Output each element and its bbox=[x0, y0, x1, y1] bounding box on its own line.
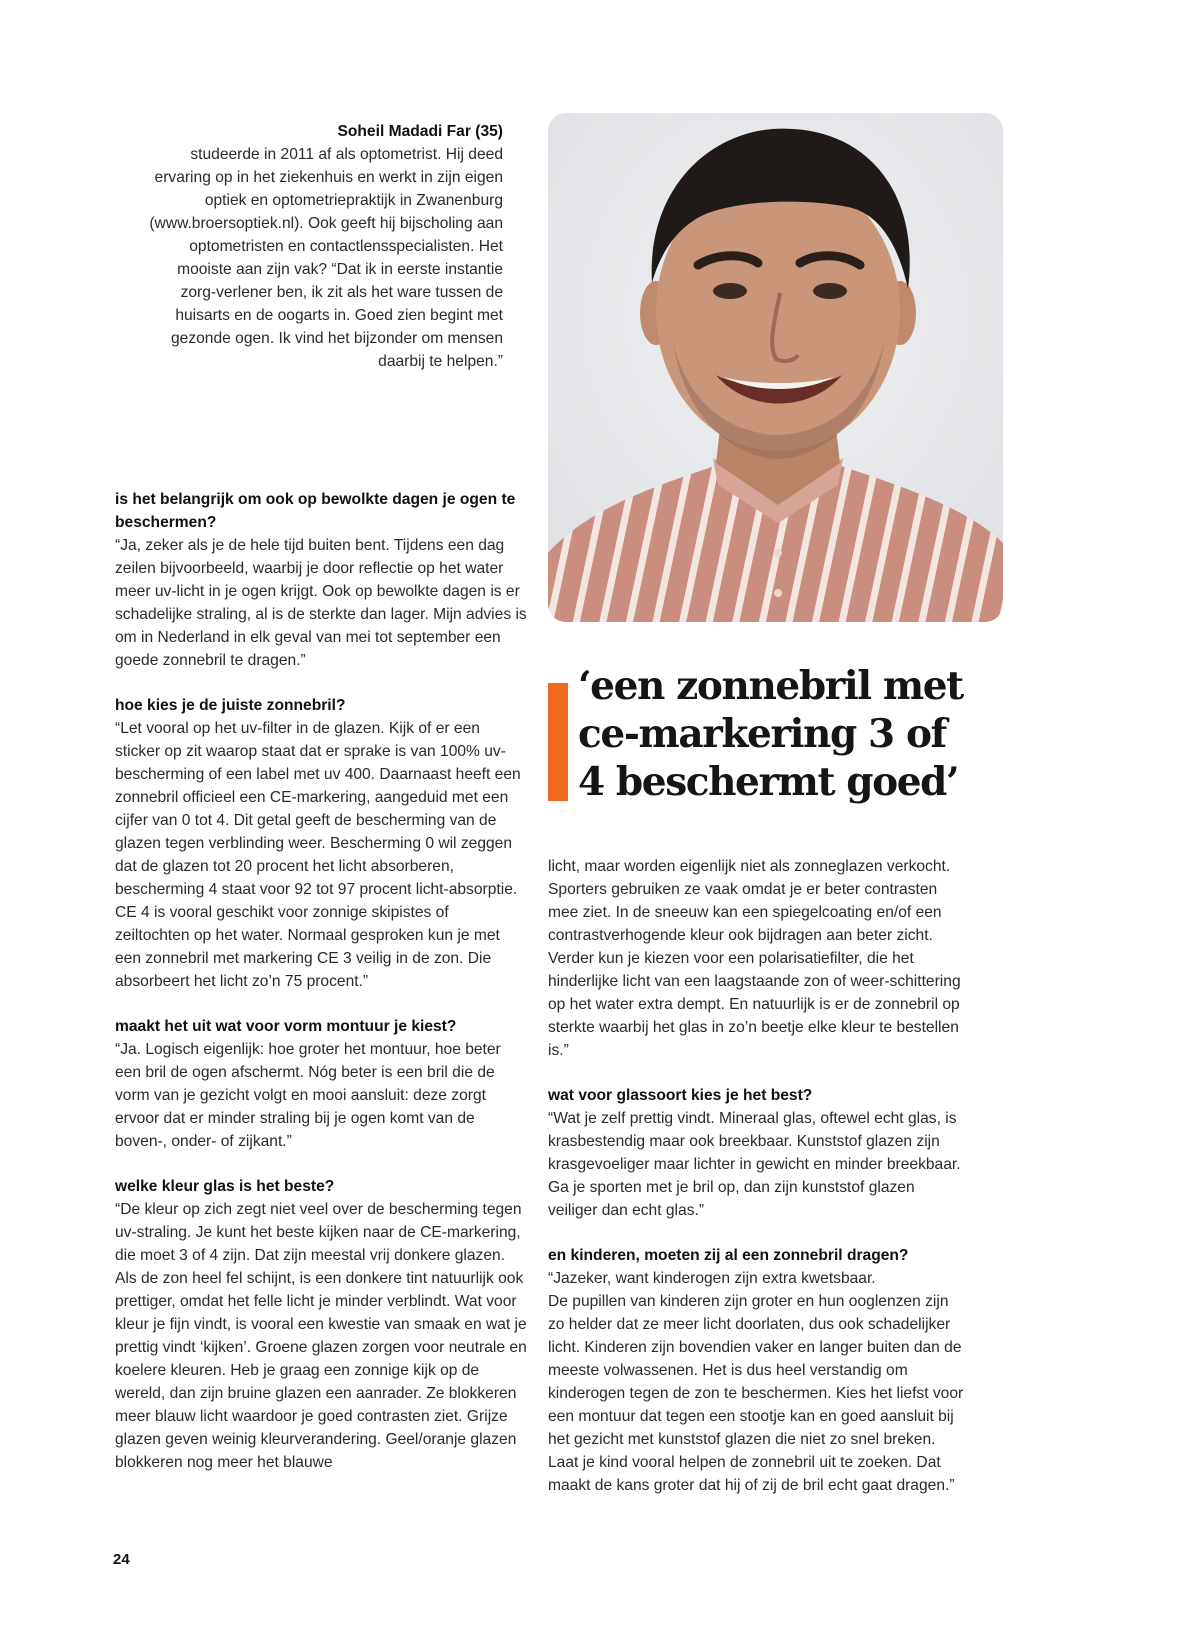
answer-paragraph: “Let vooral op het uv-filter in de glazen. Kijk of er een sticker op zit waarop staat dat er sprake is van 100% uv-bescherming of een label met uv 400. Daarnaast heeft een zonnebril officieel een CE-markering, aangeduid met een cijfer van 0 tot 4. Dit getal geeft de bescherming van de glazen tegen verblinding weer. Bescherming 0 wil zeggen dat de glazen tot 20 procent het licht absorberen, bescherming 4 staat voor 92 tot 97 procent licht-absorptie. CE 4 is vooral geschikt voor zonnige skipistes of zeiltochten op het water. Normaal gesproken kun je met een zonnebril met markering CE 3 veilig in de zon. Die absorbeert het licht zo’n 75 procent.” bbox=[115, 720, 521, 990]
pull-quote-accent-bar bbox=[548, 683, 568, 801]
question-heading: welke kleur glas is het beste? bbox=[115, 1178, 335, 1195]
answer-paragraph: “Wat je zelf prettig vindt. Mineraal glas, oftewel echt glas, is krasbestendig maar ook breekbaar. Kunststof glazen zijn krasgevoeliger maar lichter in gewicht en minder breekbaar. Ga je sporten met je bril op, dan zijn kunststof glazen veiliger dan echt glas.” bbox=[548, 1110, 961, 1219]
question-heading: en kinderen, moeten zij al een zonnebril dragen? bbox=[548, 1247, 909, 1264]
answer-paragraph: “Ja. Logisch eigenlijk: hoe groter het montuur, hoe beter een bril de ogen afschermt. Nóg beter is een bril die de vorm van je gezicht volgt en mooi aansluit: deze zorgt ervoor dat er minder straling bij je ogen komt van de boven-, onder- of zijkant.” bbox=[115, 1041, 501, 1150]
answer-paragraph: “De kleur op zich zegt niet veel over de bescherming tegen uv-straling. Je kunt het beste kijken naar de CE-markering, die moet 3 of 4 zijn. Dat zijn meestal vrij donkere glazen. Als de zon heel fel schijnt, is een donkere tint natuurlijk ook prettiger, omdat het felle licht je minder verblindt. Wat voor kleur je fijn vindt, is vooral een kwestie van smaak en wat je prettig vindt ‘kijken’. Groene glazen zorgen voor neutrale en koelere kleuren. Heb je graag een zonnige kijk op de wereld, dan zijn bruine glazen een aanrader. Ze blokkeren meer blauw licht waardoor je goed contrasten ziet. Grijze glazen geven weinig kleurverandering. Geel/oranje glazen blokkeren nog meer het blauwe bbox=[115, 1201, 527, 1471]
question-heading: wat voor glassoort kies je het best? bbox=[548, 1087, 813, 1104]
pull-quote: ‘een zonnebril met ce-markering 3 of 4 beschermt goed’ bbox=[578, 663, 963, 805]
author-bio-text: studeerde in 2011 af als optometrist. Hij deed ervaring op in het ziekenhuis en werkt in zijn eigen optiek en optometriepraktijk in Zwanenburg (www.broersoptiek.nl). Ook geeft hij bijscholing aan optometristen en contactlensspecialisten. Het mooiste aan zijn vak? “Dat ik in eerste instantie zorg-verlener ben, ik zit als het ware tussen de huisarts en de oogarts in. Goed zien begint met gezonde ogen. Ik vind het bijzonder om mensen daarbij te helpen.” bbox=[149, 146, 503, 370]
author-name: Soheil Madadi Far (35) bbox=[337, 123, 503, 140]
answer-paragraph: “Jazeker, want kinderogen zijn extra kwetsbaar. De pupillen van kinderen zijn groter en hun ooglenzen zijn zo helder dat ze meer licht doorlaten, dus ook schadelijker licht. Kinderen zijn bovendien vaker en langer buiten dan de meeste volwassenen. Het is dus heel verstandig om kinderogen tegen de zon te beschermen. Kies het liefst voor een montuur dat tegen een stootje kan en goed aansluit bij het gezicht met kunststof glazen die niet zo snel breken. Laat je kind vooral helpen de zonnebril uit te zoeken. Dat maakt de kans groter dat hij of zij de bril echt gaat dragen.” bbox=[548, 1270, 964, 1494]
article-column-right bbox=[548, 855, 968, 1497]
article-column-left bbox=[115, 488, 527, 1474]
page-number: 24 bbox=[113, 1551, 130, 1568]
question-heading: hoe kies je de juiste zonnebril? bbox=[115, 697, 346, 714]
answer-paragraph: “Ja, zeker als je de hele tijd buiten bent. Tijdens een dag zeilen bijvoorbeeld, waarbij je door reflectie op het water meer uv-licht in je ogen krijgt. Ook op bewolkte dagen is er schadelijke straling, al is de sterkte dan lager. Mijn advies is om in Nederland in elk geval van mei tot september een goede zonnebril te dragen.” bbox=[115, 537, 527, 669]
author-bio bbox=[140, 120, 503, 373]
question-heading: maakt het uit wat voor vorm montuur je kiest? bbox=[115, 1018, 457, 1035]
answer-paragraph: licht, maar worden eigenlijk niet als zonneglazen verkocht. Sporters gebruiken ze vaak omdat je er beter contrasten mee ziet. In de sneeuw kan een spiegelcoating en/of een contrastverhogende kleur ook bijdragen aan beter zicht. Verder kun je kiezen voor een polarisatiefilter, die het hinderlijke licht van een laagstaande zon of weer-schittering op het water extra dempt. En natuurlijk is er de zonnebril op sterkte waarbij het glas in zo’n beetje elke kleur te bestellen is.” bbox=[548, 858, 961, 1059]
author-portrait-photo bbox=[548, 113, 1003, 622]
question-heading: is het belangrijk om ook op bewolkte dagen je ogen te beschermen? bbox=[115, 491, 516, 531]
